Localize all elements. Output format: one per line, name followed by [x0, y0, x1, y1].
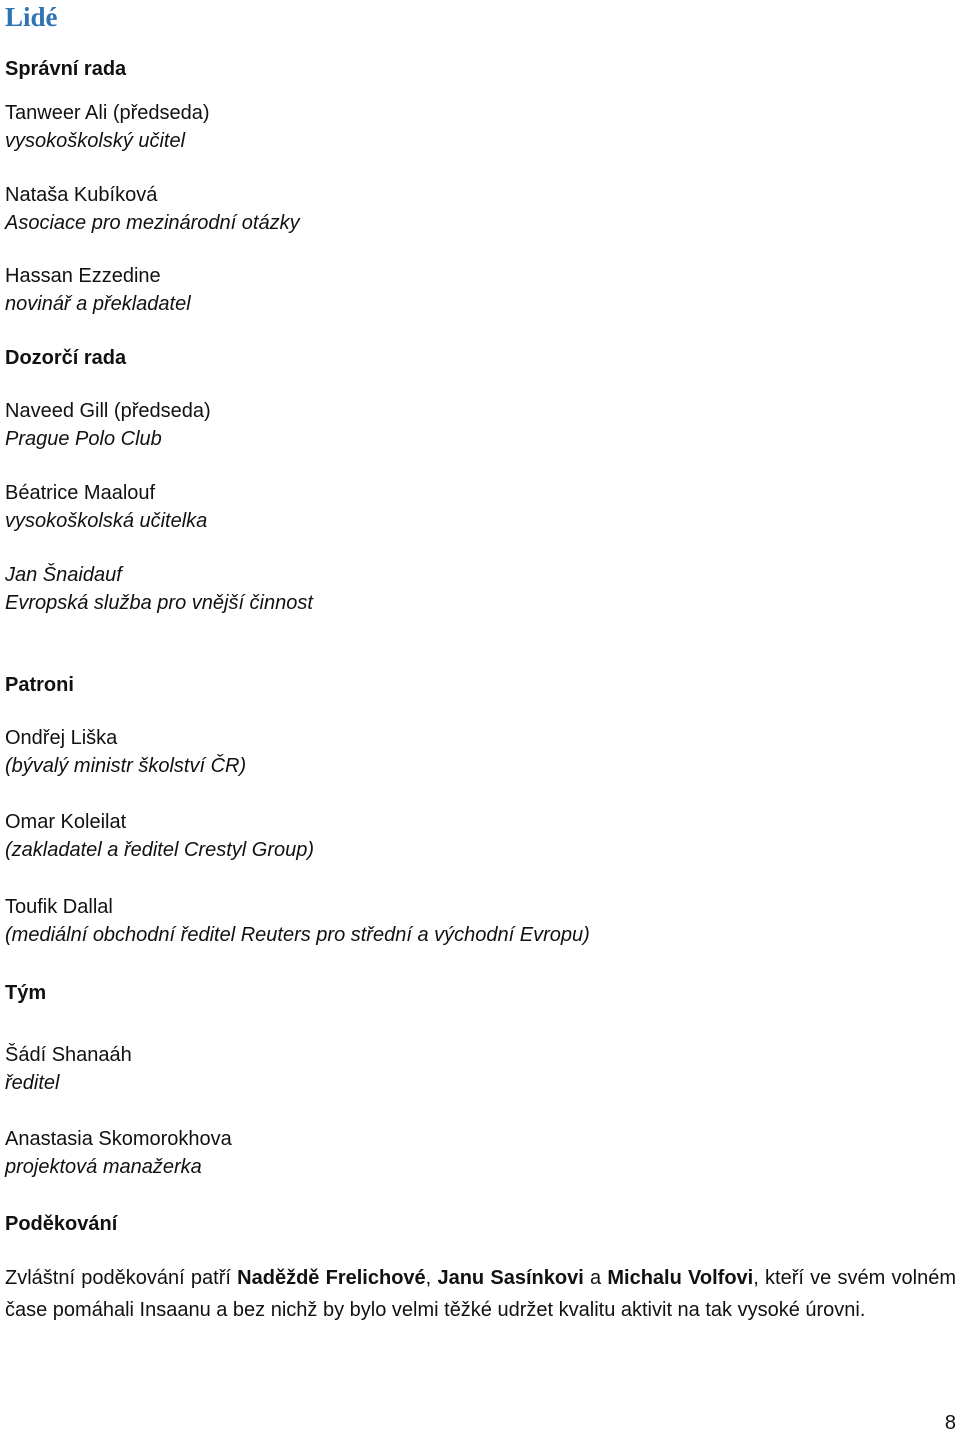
member-role: (bývalý ministr školství ČR): [5, 755, 247, 777]
member-name: Šádí Shanaáh: [5, 1044, 132, 1066]
member-role: projektová manažerka: [5, 1156, 202, 1178]
member-name: Toufik Dallal: [5, 896, 113, 918]
member-name: Omar Koleilat: [5, 811, 127, 833]
member-role: novinář a překladatel: [5, 293, 191, 315]
thanks-separator: a: [583, 1267, 608, 1289]
member-role: vysokoškolský učitel: [5, 130, 186, 152]
member-name: Nataša Kubíková: [5, 184, 158, 206]
member-role: Evropská služba pro vnější činnost: [5, 592, 313, 614]
member-role: (mediální obchodní ředitel Reuters pro střední a východní Evropu): [5, 924, 590, 946]
thanks-person-frelichova: Naděždě Frelichové: [237, 1267, 426, 1289]
member-name: Béatrice Maalouf: [5, 482, 156, 504]
section-heading-supervisory: Dozorčí rada: [5, 347, 127, 369]
thanks-text-end: , kteří ve svém volném čase pomáhali Insaanu a bez nichž by bylo velmi těžké udržet kvalitu aktivit na tak vysoké úrovni.: [5, 1267, 956, 1321]
section-heading-team: Tým: [5, 982, 47, 1004]
thanks-person-volf: Michalu Volfovi: [607, 1267, 754, 1289]
member-name: Jan Šnaidauf: [5, 564, 122, 586]
page-title: Lidé: [5, 2, 58, 32]
page-number: 8: [944, 1412, 956, 1434]
member-role: (zakladatel a ředitel Crestyl Group): [5, 839, 315, 861]
member-role: Asociace pro mezinárodní otázky: [5, 212, 300, 234]
member-name: Tanweer Ali (předseda): [5, 102, 210, 124]
member-name: Naveed Gill (předseda): [5, 400, 211, 422]
thanks-text-start: Zvláštní poděkování patří: [5, 1267, 238, 1289]
section-heading-thanks: Poděkování: [5, 1213, 118, 1235]
member-name: Ondřej Liška: [5, 727, 118, 749]
section-heading-patrons: Patroni: [5, 674, 74, 696]
member-name: Hassan Ezzedine: [5, 265, 161, 287]
section-heading-board: Správní rada: [5, 58, 127, 80]
thanks-person-sasinka: Janu Sasínkovi: [437, 1267, 584, 1289]
thanks-paragraph: [5, 1262, 956, 1326]
member-role: vysokoškolská učitelka: [5, 510, 208, 532]
member-role: Prague Polo Club: [5, 428, 162, 450]
member-name: Anastasia Skomorokhova: [5, 1128, 232, 1150]
thanks-separator: ,: [425, 1267, 438, 1289]
member-role: ředitel: [5, 1072, 60, 1094]
